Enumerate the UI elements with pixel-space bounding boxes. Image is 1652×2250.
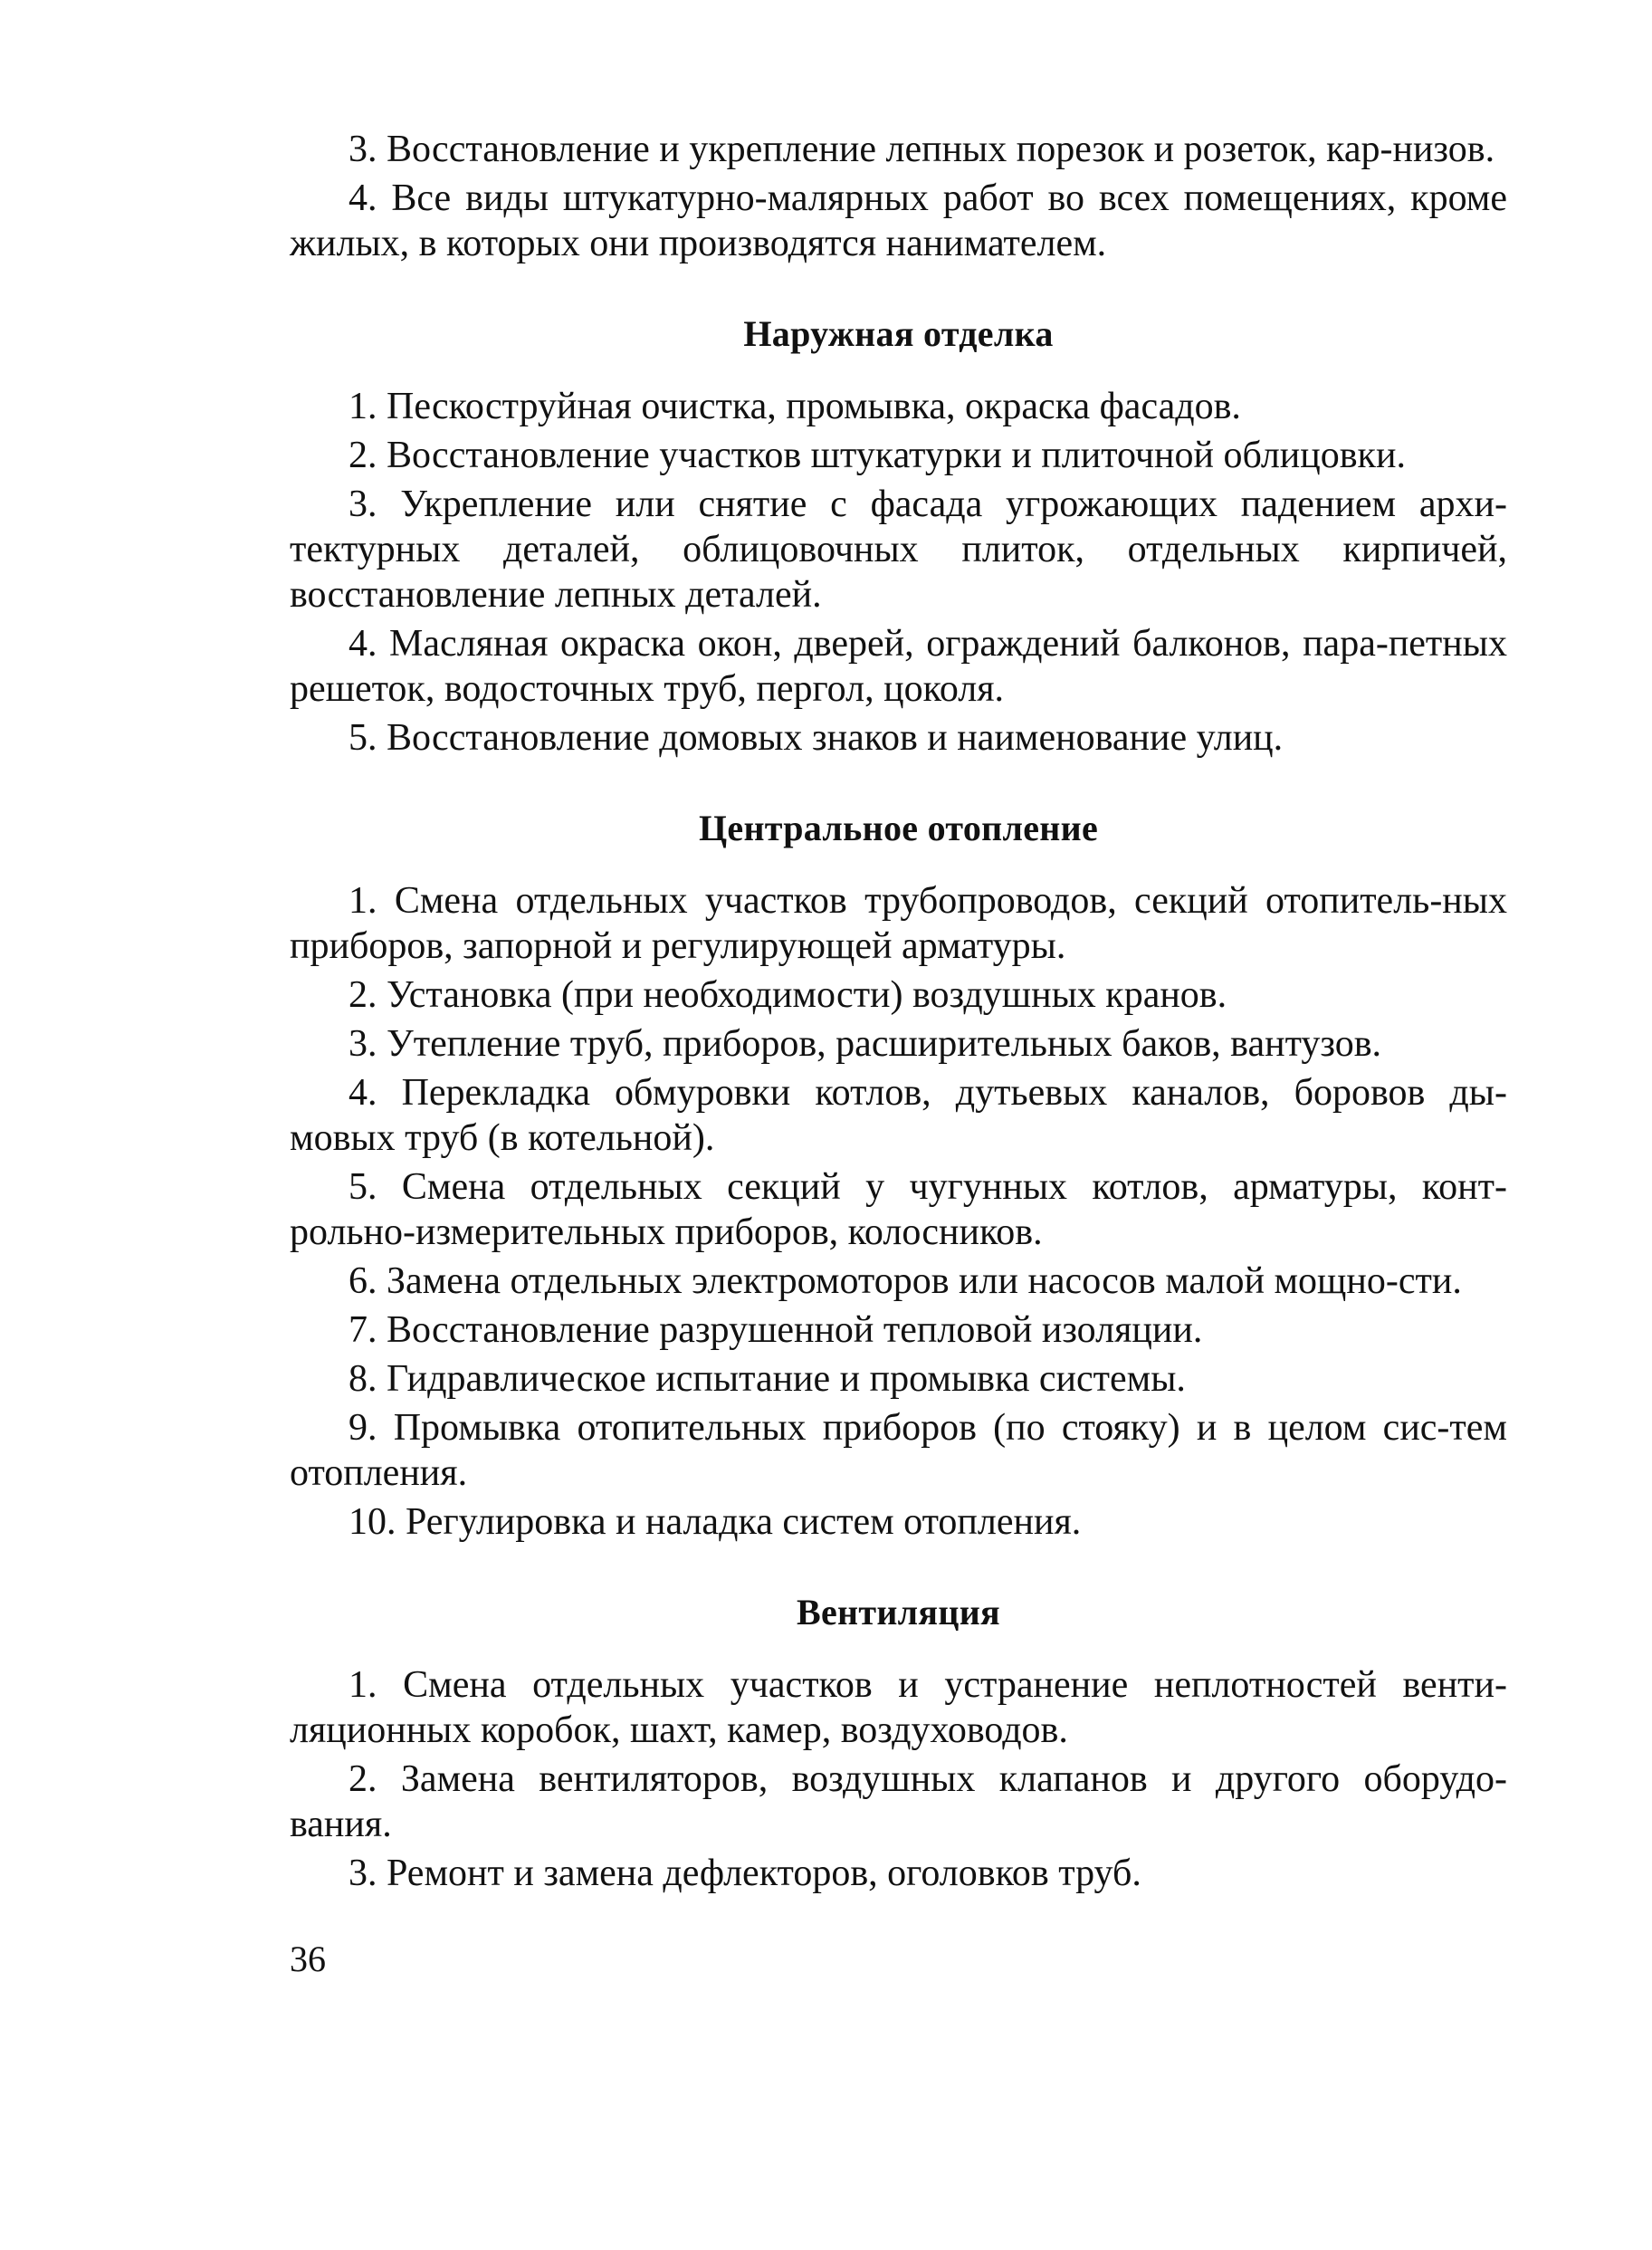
list-item: 2. Замена вентиляторов, воздушных клапанов и другого оборудо-вания. [290,1758,1507,1845]
list-item: 3. Ремонт и замена дефлекторов, оголовков труб. [349,1853,1141,1894]
list-item: 4. Масляная окраска окон, дверей, ограждений балконов, пара-петных решеток, водосточных труб, пергол, цоколя. [290,623,1507,710]
list-item: 6. Замена отдельных электромоторов или насосов малой мощно-сти. [349,1260,1462,1302]
page-number: 36 [290,1939,326,1979]
list-item: 1. Смена отдельных участков и устранение неплотностей венти-ляционных коробок, шахт, камер, воздуховодов. [290,1664,1507,1751]
list-item: 10. Регулировка и наладка систем отопления. [349,1501,1082,1543]
list-item: 2. Установка (при необходимости) воздушных кранов. [349,974,1227,1016]
section-heading: Вентиляция [797,1592,1000,1632]
section-heading: Наружная отделка [743,313,1054,354]
list-item: 2. Восстановление участков штукатурки и плиточной облицовки. [349,435,1406,476]
section-heading: Центральное отопление [698,808,1099,848]
list-item: 3. Утепление труб, приборов, расширительных баков, вантузов. [349,1023,1382,1065]
intro-section [290,127,1507,266]
list-item: 1. Пескоструйная очистка, промывка, окраска фасадов. [349,386,1241,427]
section-central-heating [290,806,1507,1545]
list-item: 7. Восстановление разрушенной тепловой изоляции. [349,1309,1203,1351]
list-item: 5. Смена отдельных секций у чугунных котлов, арматуры, конт-рольно-измерительных приборов, колосников. [290,1166,1507,1253]
list-item: 1. Смена отдельных участков трубопроводов, секций отопитель-ных приборов, запорной и регулирующей арматуры. [290,880,1507,967]
list-item: 8. Гидравлическое испытание и промывка системы. [349,1358,1186,1400]
body-text [290,127,1507,1900]
intro-item-4: 4. Все виды штукатурно-малярных работ во всех помещениях, кроме жилых, в которых они производятся нанимателем. [290,177,1507,264]
section-ventilation [290,1590,1507,1896]
list-item: 9. Промывка отопительных приборов (по стояку) и в целом сис-тем отопления. [290,1407,1507,1494]
list-item: 3. Укрепление или снятие с фасада угрожающих падением архи-тектурных деталей, облицовочных плиток, отдельных кирпичей, восстановление лепных деталей. [290,484,1507,616]
section-exterior-finish [290,311,1507,761]
intro-item-3: 3. Восстановление и укрепление лепных порезок и розеток, кар-низов. [349,129,1495,170]
list-item: 4. Перекладка обмуровки котлов, дутьевых каналов, боровов ды-мовых труб (в котельной). [290,1072,1507,1159]
list-item: 5. Восстановление домовых знаков и наименование улиц. [349,717,1284,759]
